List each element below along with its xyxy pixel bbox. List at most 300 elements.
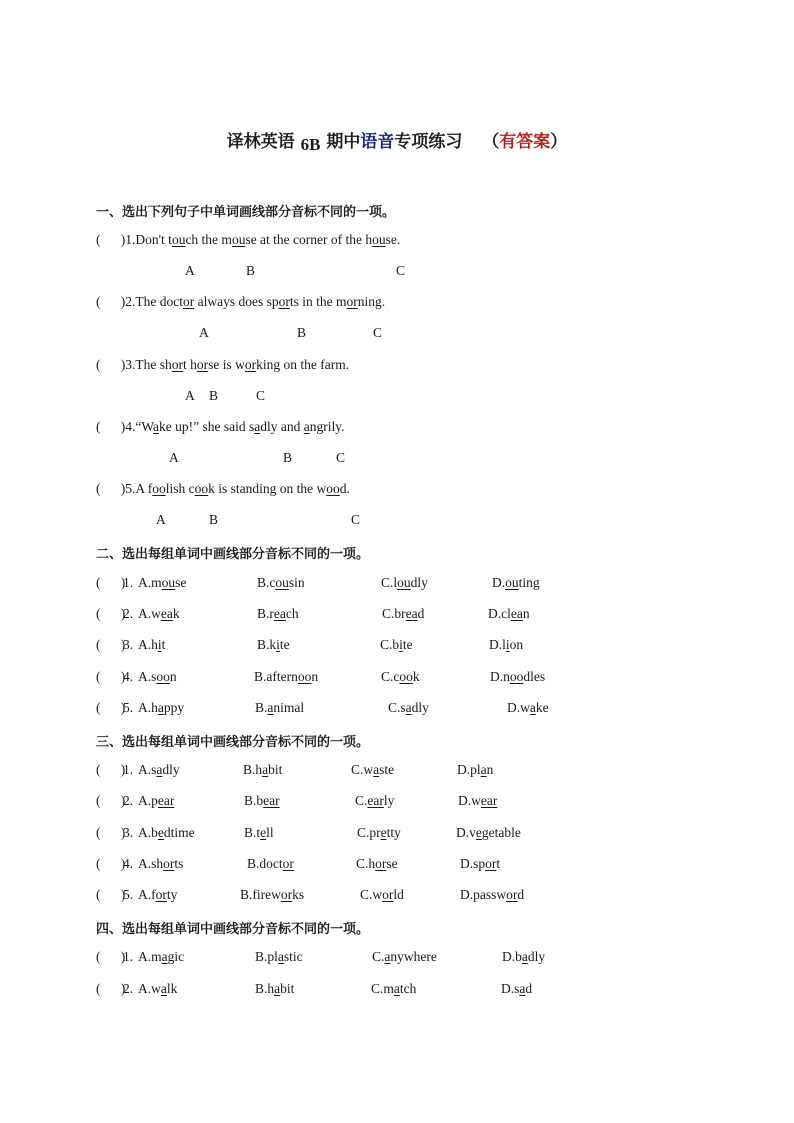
underlined-letters: a — [373, 762, 380, 777]
option-c[interactable] — [382, 606, 424, 622]
word-text: getable — [481, 825, 521, 840]
option-a[interactable] — [138, 949, 184, 965]
word-text: C.br — [382, 606, 406, 621]
word-text: tch — [399, 981, 417, 996]
option-b[interactable] — [244, 793, 280, 809]
option-c[interactable] — [371, 981, 416, 997]
option-label-a: A — [156, 512, 166, 527]
option-c[interactable] — [351, 762, 394, 778]
section-heading-2: 二、选出每组单词中画线部分音标不同的一项。 — [96, 547, 370, 562]
option-d[interactable] — [458, 793, 497, 809]
option-label-c: C — [336, 450, 346, 465]
underlined-letters: or — [346, 294, 358, 309]
underlined-letters: ear — [480, 793, 498, 808]
option-d[interactable] — [502, 949, 545, 965]
word-text: n — [522, 606, 530, 621]
underlined-letters: ou — [397, 575, 411, 590]
underlined-letters: ear — [157, 793, 175, 808]
title-highlight: 语音 — [360, 132, 395, 152]
word-text: on — [509, 637, 524, 652]
word-text: B.t — [244, 825, 261, 840]
question-row — [96, 887, 696, 907]
option-label-b: B — [209, 388, 219, 403]
word-text: D.b — [502, 949, 522, 964]
question-sentence — [135, 357, 349, 372]
option-label-a: A — [185, 263, 195, 278]
option-c[interactable] — [357, 825, 401, 841]
word-text: ly — [383, 793, 395, 808]
word-text: t — [496, 856, 501, 871]
underlined-letters: a — [254, 419, 261, 434]
option-d[interactable] — [501, 981, 532, 997]
option-a[interactable] — [138, 887, 177, 903]
option-c[interactable] — [388, 700, 429, 716]
underlined-letters: or — [278, 294, 290, 309]
question-number: 3. — [123, 637, 134, 652]
option-label-a: A — [169, 450, 179, 465]
question-row — [96, 575, 696, 595]
word-text: ngrily. — [309, 419, 345, 434]
question-row — [96, 232, 400, 248]
option-a[interactable] — [138, 793, 174, 809]
underlined-letters: oo — [509, 669, 524, 684]
title-grade: 6B — [300, 135, 321, 154]
word-text: ting — [518, 575, 540, 590]
option-c[interactable] — [381, 669, 420, 685]
option-b[interactable] — [254, 669, 318, 685]
word-text: D.l — [489, 637, 506, 652]
word-text: bit — [280, 981, 295, 996]
option-a[interactable] — [138, 981, 177, 997]
option-b[interactable] — [255, 700, 304, 716]
option-d[interactable] — [490, 669, 545, 685]
word-text: d — [417, 606, 425, 621]
word-text: dly — [411, 700, 429, 715]
word-text: C. — [355, 793, 368, 808]
answer-blank[interactable]: ( ) — [96, 575, 126, 590]
underlined-letters: a — [153, 419, 160, 434]
option-label-b: B — [283, 450, 293, 465]
answer-blank[interactable]: ( ) — [96, 856, 126, 871]
word-text: C.w — [360, 887, 383, 902]
word-text: A.w — [138, 606, 161, 621]
word-text: C.l — [381, 575, 398, 590]
question-row — [96, 981, 696, 1001]
answer-blank[interactable]: ( ) — [96, 762, 126, 777]
word-text: C.c — [381, 669, 400, 684]
question-row — [96, 669, 696, 689]
title-close-paren: ） — [550, 132, 568, 152]
option-b[interactable] — [257, 637, 290, 653]
word-text: A.h — [138, 700, 158, 715]
option-b[interactable] — [244, 825, 274, 841]
underlined-letters: or — [196, 357, 209, 372]
word-text: C.m — [371, 981, 394, 996]
word-text: B.c — [257, 575, 276, 590]
answer-blank[interactable]: ( ) — [96, 949, 126, 964]
question-row — [96, 762, 696, 782]
word-text: B.firew — [240, 887, 281, 902]
question-row — [96, 606, 696, 626]
word-text: A.w — [138, 981, 161, 996]
question-number: 3. — [125, 357, 136, 372]
word-text: D.sp — [460, 856, 486, 871]
word-text: ch — [285, 606, 299, 621]
question-row — [96, 793, 696, 813]
question-row — [96, 294, 385, 310]
option-d[interactable] — [457, 762, 493, 778]
option-c[interactable] — [381, 575, 428, 591]
word-text: king on the farm. — [256, 357, 350, 372]
underlined-letters: a — [267, 700, 274, 715]
word-text: “W — [135, 419, 154, 434]
underlined-letters: ou — [372, 232, 386, 247]
word-text: nimal — [273, 700, 305, 715]
answer-blank[interactable]: ( ) — [96, 637, 126, 652]
word-text: D.w — [507, 700, 530, 715]
underlined-letters: ou — [505, 575, 519, 590]
word-text: te — [402, 637, 413, 652]
word-text: t h — [183, 357, 197, 372]
underlined-letters: ea — [273, 606, 286, 621]
word-text: D. — [492, 575, 506, 590]
word-text: ppy — [163, 700, 185, 715]
option-c[interactable] — [372, 949, 437, 965]
question-row — [96, 419, 345, 435]
word-text: D.cl — [488, 606, 511, 621]
word-text: ts in the m — [289, 294, 347, 309]
answer-blank[interactable]: ( ) — [96, 419, 126, 434]
option-c[interactable] — [380, 637, 413, 653]
underlined-letters: ea — [510, 606, 523, 621]
word-text: D.pl — [457, 762, 481, 777]
word-text: gic — [167, 949, 185, 964]
answer-blank[interactable]: ( ) — [96, 669, 126, 684]
underlined-letters: ear — [263, 793, 280, 808]
underlined-letters: or — [171, 357, 183, 372]
word-text: B.r — [257, 606, 274, 621]
word-text: se at the corner of the h — [245, 232, 373, 247]
word-text: A.m — [138, 575, 162, 590]
underlined-letters: a — [262, 762, 269, 777]
word-text: k — [412, 669, 420, 684]
underlined-letters: oo — [194, 481, 209, 496]
word-text: lk — [166, 981, 178, 996]
word-text: ty — [166, 887, 178, 902]
option-label-a: A — [199, 325, 209, 340]
underlined-letters: oo — [399, 669, 413, 684]
title-mid: 期中 — [326, 132, 361, 152]
word-text: A.s — [138, 762, 157, 777]
option-b[interactable] — [257, 575, 305, 591]
underlined-letters: e — [475, 825, 482, 840]
word-text: A.s — [138, 669, 157, 684]
option-label-b: B — [246, 263, 256, 278]
word-text: A f — [135, 481, 153, 496]
word-text: n — [169, 669, 177, 684]
question-number: 4. — [123, 856, 134, 871]
option-label-b: B — [297, 325, 307, 340]
word-text: sin — [288, 575, 305, 590]
underlined-letters: oo — [326, 481, 340, 496]
word-text: B.h — [243, 762, 263, 777]
underlined-letters: or — [375, 856, 387, 871]
word-text: A.f — [138, 887, 156, 902]
word-text: te — [279, 637, 290, 652]
word-text: C. — [372, 949, 385, 964]
option-b[interactable] — [257, 606, 299, 622]
underlined-letters: a — [519, 981, 526, 996]
word-text: se is w — [208, 357, 245, 372]
word-text: C.pr — [357, 825, 381, 840]
word-text: dtime — [163, 825, 195, 840]
underlined-letters: or — [382, 887, 394, 902]
answer-blank[interactable]: ( ) — [96, 700, 126, 715]
word-text: bit — [268, 762, 283, 777]
question-number: 1. — [125, 232, 136, 247]
option-b[interactable] — [255, 981, 294, 997]
question-number: 4. — [125, 419, 136, 434]
option-a[interactable] — [138, 762, 180, 778]
underlined-letters: a — [303, 419, 310, 434]
word-text: The doct — [135, 294, 183, 309]
option-c[interactable] — [360, 887, 404, 903]
answer-blank[interactable]: ( ) — [96, 606, 126, 621]
word-text: C.b — [380, 637, 400, 652]
answer-blank[interactable]: ( ) — [96, 887, 126, 902]
word-text: dly — [410, 575, 428, 590]
underlined-letters: oo — [156, 669, 170, 684]
word-text: ste — [379, 762, 395, 777]
word-text: t — [161, 637, 166, 652]
word-text: A.m — [138, 949, 162, 964]
word-text: k is standing on the w — [208, 481, 327, 496]
underlined-letters: or — [506, 887, 518, 902]
underlined-letters: e — [260, 825, 267, 840]
word-text: C.h — [356, 856, 376, 871]
option-d[interactable] — [507, 700, 549, 716]
word-text: d. — [339, 481, 350, 496]
word-text: The sh — [135, 357, 172, 372]
title-tail: 专项练习 — [394, 132, 463, 152]
word-text: se — [175, 575, 187, 590]
answer-blank[interactable]: ( ) — [96, 481, 126, 496]
question-sentence — [135, 294, 385, 309]
word-text: lish c — [165, 481, 195, 496]
word-text: B. — [255, 700, 268, 715]
section-heading-1: 一、选出下列句子中单词画线部分音标不同的一项。 — [96, 205, 396, 220]
underlined-letters: ou — [171, 232, 186, 247]
underlined-letters: a — [161, 949, 168, 964]
option-label-b: B — [209, 512, 219, 527]
question-row — [96, 825, 696, 845]
section-heading-4: 四、选出每组单词中画线部分音标不同的一项。 — [96, 922, 370, 937]
word-text: D.s — [501, 981, 520, 996]
underlined-letters: ou — [231, 232, 246, 247]
option-label-c: C — [256, 388, 266, 403]
word-text: d — [517, 887, 525, 902]
underlined-letters: a — [160, 981, 167, 996]
question-row — [96, 637, 696, 657]
word-text: n — [311, 669, 319, 684]
option-b[interactable] — [247, 856, 294, 872]
underlined-letters: or — [163, 856, 175, 871]
word-text: ll — [266, 825, 274, 840]
underlined-letters: or — [282, 856, 294, 871]
underlined-letters: a — [393, 981, 400, 996]
underlined-letters: or — [155, 887, 167, 902]
word-text: nywhere — [390, 949, 437, 964]
question-number: 2. — [123, 793, 134, 808]
page-title — [0, 127, 794, 152]
option-a[interactable] — [138, 700, 184, 716]
underlined-letters: a — [156, 762, 163, 777]
word-text: stic — [283, 949, 303, 964]
underlined-letters: ea — [405, 606, 418, 621]
option-d[interactable] — [489, 637, 523, 653]
word-text: B.b — [244, 793, 264, 808]
underlined-letters: e — [157, 825, 164, 840]
underlined-letters: a — [277, 949, 284, 964]
option-a[interactable] — [138, 575, 186, 591]
answer-blank[interactable]: ( ) — [96, 981, 126, 996]
underlined-letters: a — [405, 700, 412, 715]
option-a[interactable] — [138, 637, 165, 653]
option-a[interactable] — [138, 669, 177, 685]
option-d[interactable] — [460, 887, 524, 903]
option-a[interactable] — [138, 606, 180, 622]
answer-blank[interactable]: ( ) — [96, 825, 126, 840]
underlined-letters: i — [157, 637, 162, 652]
word-text: A.p — [138, 793, 158, 808]
word-text: dly — [527, 949, 546, 964]
underlined-letters: ear — [367, 793, 384, 808]
option-d[interactable] — [488, 606, 530, 622]
question-sentence — [135, 419, 344, 434]
underlined-letters: e — [380, 825, 387, 840]
option-a[interactable] — [138, 856, 183, 872]
option-b[interactable] — [243, 762, 282, 778]
question-number: 4. — [123, 669, 134, 684]
question-number: 2. — [125, 294, 136, 309]
word-text: k — [172, 606, 180, 621]
underlined-letters: a — [384, 949, 391, 964]
word-text: n — [486, 762, 494, 777]
option-d[interactable] — [456, 825, 521, 841]
question-number: 1. — [123, 575, 134, 590]
title-main: 译林英语 — [226, 132, 295, 152]
word-text: ld — [393, 887, 404, 902]
underlined-letters: ea — [160, 606, 173, 621]
title-answer: 有答案 — [499, 132, 551, 152]
word-text: A.sh — [138, 856, 164, 871]
option-c[interactable] — [355, 793, 394, 809]
answer-blank[interactable]: ( ) — [96, 357, 126, 372]
word-text: ke — [535, 700, 549, 715]
question-number: 2. — [123, 606, 134, 621]
answer-blank[interactable]: ( ) — [96, 793, 126, 808]
option-label-c: C — [373, 325, 383, 340]
option-d[interactable] — [492, 575, 540, 591]
word-text: ts — [174, 856, 184, 871]
word-text: C.s — [388, 700, 406, 715]
word-text: B.doct — [247, 856, 283, 871]
word-text: dles — [523, 669, 546, 684]
option-label-c: C — [351, 512, 361, 527]
underlined-letters: a — [480, 762, 487, 777]
underlined-letters: i — [276, 637, 280, 652]
underlined-letters: i — [505, 637, 510, 652]
question-number: 3. — [123, 825, 134, 840]
word-text: ke up!” she said s — [159, 419, 255, 434]
answer-blank[interactable]: ( ) — [96, 294, 126, 309]
word-text: D.v — [456, 825, 476, 840]
question-number: 5. — [123, 700, 134, 715]
question-sentence — [135, 481, 350, 496]
option-a[interactable] — [138, 825, 195, 841]
underlined-letters: ou — [161, 575, 176, 590]
underlined-letters: or — [280, 887, 293, 902]
question-number: 5. — [125, 481, 136, 496]
word-text: B.k — [257, 637, 277, 652]
word-text: D.n — [490, 669, 510, 684]
question-sentence — [135, 232, 400, 247]
underlined-letters: a — [157, 700, 164, 715]
question-row — [96, 481, 350, 497]
section-heading-3: 三、选出每组单词中画线部分音标不同的一项。 — [96, 735, 370, 750]
option-b[interactable] — [240, 887, 304, 903]
word-text: dly — [162, 762, 180, 777]
underlined-letters: a — [521, 949, 528, 964]
underlined-letters: oo — [297, 669, 312, 684]
word-text: B.pl — [255, 949, 278, 964]
question-number: 5. — [123, 887, 134, 902]
option-d[interactable] — [460, 856, 500, 872]
underlined-letters: or — [244, 357, 257, 372]
word-text: dly and — [260, 419, 304, 434]
word-text: ning. — [357, 294, 386, 309]
underlined-letters: or — [182, 294, 195, 309]
underlined-letters: a — [529, 700, 536, 715]
word-text: se — [386, 856, 398, 871]
word-text: D.passw — [460, 887, 507, 902]
word-text: ks — [292, 887, 305, 902]
word-text: D.w — [458, 793, 481, 808]
question-row — [96, 856, 696, 876]
underlined-letters: or — [485, 856, 497, 871]
question-number: 1. — [123, 949, 134, 964]
word-text: Don't t — [135, 232, 172, 247]
word-text: A.b — [138, 825, 158, 840]
word-text: B.aftern — [254, 669, 298, 684]
answer-blank[interactable]: ( ) — [96, 232, 126, 247]
word-text: tty — [386, 825, 401, 840]
question-row — [96, 700, 696, 720]
underlined-letters: a — [274, 981, 281, 996]
option-c[interactable] — [356, 856, 398, 872]
word-text: A.h — [138, 637, 158, 652]
word-text: always does sp — [194, 294, 279, 309]
underlined-letters: i — [399, 637, 403, 652]
title-open-paren: （ — [482, 132, 500, 152]
option-label-c: C — [396, 263, 406, 278]
option-label-a: A — [185, 388, 195, 403]
word-text: ch the m — [185, 232, 232, 247]
word-text: C.w — [351, 762, 374, 777]
question-row — [96, 949, 696, 969]
underlined-letters: ou — [275, 575, 289, 590]
option-b[interactable] — [255, 949, 303, 965]
